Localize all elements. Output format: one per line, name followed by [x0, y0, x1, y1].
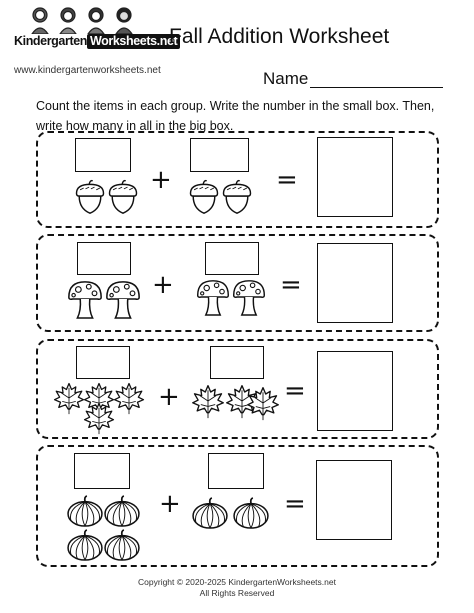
maple-leaf-icon — [245, 385, 281, 421]
right-count-box[interactable] — [210, 346, 264, 379]
page-title: Fall Addition Worksheet — [169, 25, 390, 48]
plus-sign: + — [150, 165, 172, 195]
pumpkin-icon — [66, 529, 104, 561]
right-count-box[interactable] — [205, 242, 259, 275]
name-line — [310, 87, 443, 88]
footer-copyright: Copyright © 2020-2025 KindergartenWorksheets.net — [138, 577, 336, 587]
right-count-box[interactable] — [190, 138, 249, 172]
acorn-icon — [186, 177, 222, 217]
equals-sign: = — [280, 270, 302, 300]
acorn-icon — [219, 177, 255, 217]
pumpkin-icon — [232, 497, 270, 529]
problem-panel-2 — [36, 234, 439, 332]
mushroom-icon — [104, 277, 142, 321]
site-url: www.kindergartenworksheets.net — [14, 65, 161, 76]
left-count-box[interactable] — [77, 242, 131, 275]
plus-sign: + — [152, 270, 174, 300]
name-label: Name — [263, 69, 309, 88]
pumpkin-icon — [103, 529, 141, 561]
footer-rights: All Rights Reserved — [199, 588, 275, 598]
logo-left-text: Kindergarten — [14, 34, 87, 48]
maple-leaf-icon — [52, 381, 86, 415]
pumpkin-icon — [66, 495, 104, 527]
equals-sign: = — [284, 489, 306, 519]
logo-right-text: Worksheets.net — [87, 34, 180, 49]
problem-panel-1 — [36, 131, 439, 228]
mushroom-icon — [66, 277, 104, 321]
mushroom-icon — [195, 277, 231, 317]
total-answer-box[interactable] — [317, 243, 393, 323]
kids-logo-icon — [28, 4, 148, 34]
maple-leaf-icon — [190, 383, 226, 419]
acorn-icon — [105, 177, 141, 217]
left-count-box[interactable] — [75, 138, 131, 172]
maple-leaf-icon — [82, 401, 116, 435]
left-count-box[interactable] — [76, 346, 130, 379]
problem-panel-3 — [36, 339, 439, 439]
equals-sign: = — [276, 165, 298, 195]
site-logo — [14, 34, 178, 56]
right-count-box[interactable] — [208, 453, 264, 489]
total-answer-box[interactable] — [317, 137, 393, 217]
instructions: Count the items in each group. Write the number in the small box. Then, write how many in all in the big box. — [36, 99, 435, 133]
maple-leaf-icon — [112, 381, 146, 415]
left-count-box[interactable] — [74, 453, 130, 489]
acorn-icon — [72, 177, 108, 217]
pumpkin-icon — [191, 497, 229, 529]
plus-sign: + — [158, 382, 180, 412]
pumpkin-icon — [103, 495, 141, 527]
mushroom-icon — [231, 277, 267, 317]
plus-sign: + — [159, 489, 181, 519]
total-answer-box[interactable] — [316, 460, 392, 540]
equals-sign: = — [284, 376, 306, 406]
problem-panel-4 — [36, 445, 439, 567]
total-answer-box[interactable] — [317, 351, 393, 431]
